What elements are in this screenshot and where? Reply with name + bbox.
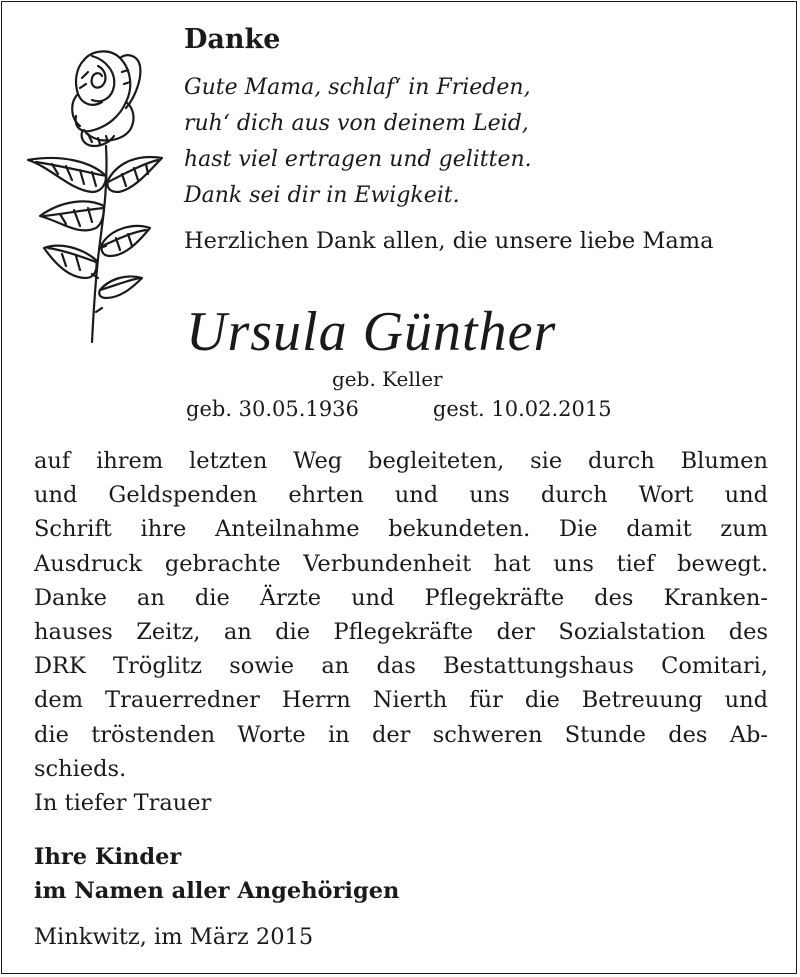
death-date: gest. 10.02.2015 [432,397,612,421]
notice-heading: Danke [184,24,281,55]
life-dates [186,397,612,421]
signer-line: Ihre Kinder [34,844,182,870]
poem [184,70,532,214]
text-line: Schrift ihre Anteilnahme bekundeten. Die damit zum [34,516,768,543]
text-line: Danke an die Ärzte und Pflegekräfte des Kranken- [34,584,768,611]
place-date: Minkwitz, im März 2015 [34,924,314,950]
text-line: auf ihrem letzten Weg begleiteten, sie durch Blumen [34,448,768,474]
signers [34,840,399,908]
birth-date: geb. 30.05.1936 [186,397,359,421]
thank-you-text [34,444,768,786]
intro-text: Herzlichen Dank allen, die unsere liebe Mama [184,228,714,254]
mourning-line: In tiefer Trauer [34,790,212,816]
text-line: schieds. [34,755,127,782]
poem-line: Gute Mama, schlaf‘ in Frieden, [184,75,531,100]
deceased-name: Ursula Günther [186,301,557,363]
text-line: und Geldspenden ehrten und uns durch Wort und [34,482,768,509]
poem-line: hast viel ertragen und gelitten. [184,147,532,172]
rose-icon [22,42,172,360]
text-line: dem Trauerredner Herrn Nierth für die Betreuung und [34,687,768,714]
birth-name: geb. Keller [332,367,443,391]
poem-line: ruh‘ dich aus von deinem Leid, [184,111,529,136]
signer-line: im Namen aller Angehörigen [34,878,400,904]
text-line: Ausdruck gebrachte Verbundenheit hat uns tief bewegt. [34,550,768,577]
text-line: DRK Tröglitz sowie an das Bestattungshaus Comitari, [34,653,768,680]
text-line: hauses Zeitz, an die Pflegekräfte der Sozialstation des [34,619,768,646]
poem-line: Dank sei dir in Ewigkeit. [184,183,460,208]
text-line: die tröstenden Worte in der schweren Stunde des Ab- [34,721,768,748]
